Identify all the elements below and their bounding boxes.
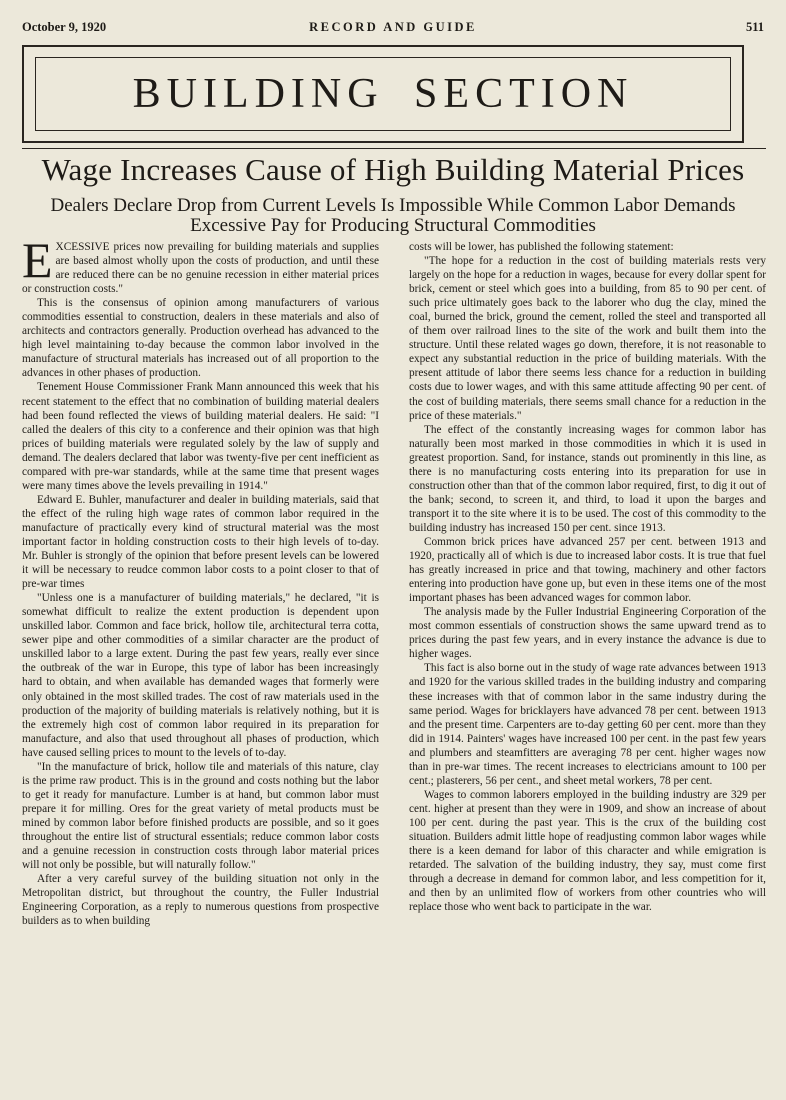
- header-rule-top: [22, 148, 766, 149]
- article-paragraph: Tenement House Commissioner Frank Mann announced this week that his recent statement to the effect that no combination of building material dealers had been found reflected the views of building material dealers. He said: "I called the dealers of this city to a conference and their opinion was that high prices of building materials were regulated solely by the law of supply and demand. The dealers declared that labor was twenty-five per cent inefficient as compared with pre-war standards, while at the same time that present wages were many times above the levels prevailing in 1914.": [22, 381, 379, 492]
- section-title: BUILDING SECTION: [132, 71, 634, 117]
- article-body: [22, 232, 766, 1090]
- article-paragraph: This is the consensus of opinion among manufacturers of various commodities essential to construction, dealers in these materials and also of architects and contractors generally. Production overhead has advanced to the high level maintaining to-day because the common labor involved in the manufacture of structural materials has increased out of all proportion to the advances in other phases of production.: [22, 297, 379, 380]
- page-header: [22, 20, 764, 38]
- page-number: 511: [745, 20, 764, 34]
- left-column: [22, 232, 379, 1090]
- article-paragraph: The effect of the constantly increasing wages for common labor has naturally been most marked in those commodities in which it is used in greatest proportion. Sand, for instance, stands out prominently in this line, as there is no manufacturing costs entering into its preparation for use in construction other than that of the common labor required, first, to dig it out of the bank; second, to screen it, and third, to load it upon the barges and transport it to the site where it is to be used. The cost of this commodity to the building industry has increased 150 per cent. since 1913.: [409, 423, 766, 534]
- article-headline: Wage Increases Cause of High Building Material Prices: [41, 152, 745, 187]
- article-paragraph: Edward E. Buhler, manufacturer and dealer in building materials, said that the effect of the ruling high wage rates of common labor required in the manufacture of practically every kind of structural material was the most important factor in holding construction costs to their high levels of to-day. Mr. Buhler is strongly of the opinion that before present levels can be lowered it will be necessary to reudce common labor costs to a point closer to that of pre-war times: [22, 493, 379, 591]
- journal-title: RECORD AND GUIDE: [309, 20, 477, 34]
- issue-date: October 9, 1920: [22, 20, 107, 34]
- section-banner-inner-frame: [35, 57, 731, 131]
- article-paragraph: This fact is also borne out in the study of wage rate advances between 1913 and 1920 for the various skilled trades in the building industry and comparing these increases with that of common labor in the same industry during the same period. Wages for bricklayers have advanced 78 per cent. between 1913 and the present time. Carpenters are to-day getting 60 per cent. more than they did in 1914. Painters' wages have increased 100 per cent. in the past few years and plumbers and steamfitters are averaging 78 per cent. higher wages now than in pre-war times. The recent increases to electricians amount to 100 per cent.; plasterers, 56 per cent., and sheet metal workers, 78 per cent.: [409, 662, 766, 787]
- right-column: [409, 240, 766, 1090]
- section-banner: [22, 45, 744, 143]
- article-paragraph: [22, 232, 379, 296]
- article-paragraph: After a very careful survey of the building situation not only in the Metropolitan district, but throughout the country, the Fuller Industrial Engineering Corporation, as a reply to numerous questions from prospective builders as to when building: [22, 873, 379, 928]
- article-subheadline: Dealers Declare Drop from Current Levels Is Impossible While Common Labor Demands Excessive Pay for Producing Structural Commodities: [50, 195, 736, 236]
- article-paragraph: Wages to common laborers employed in the building industry are 329 per cent. higher at present than they were in 1909, and show an increase of about 100 per cent. during the past year. This is the crux of the building cost situation. Builders admit little hope of readjusting common labor wages while there is a keen demand for labor of this character and while emigration is retarded. The salvation of the building industry, they say, must come first through a decrease in demand for common labor, and less competition for it, and then by an unlimited flow of workers from other countries who will replace those who went back to participate in the war.: [409, 788, 766, 914]
- article-paragraph: "Unless one is a manufacturer of building materials," he declared, "it is somewhat difficult to realize the extent production is dependent upon unskilled labor. Common and face brick, hollow tile, architectural terra cotta, sewer pipe and other commodities of a similar character are the product of unskilled labor to a large extent. During the past few years, really ever since the outbreak of the war in Europe, this type of labor has been increasingly hard to obtain, and when available has demanded wages that formerly were only obtained in the most skilled trades. The cost of raw materials used in the production of the majority of building materials is relatively nothing, but it is the extremely high cost of common labor required in its preparation for manufacture, and also that used throughout all phases of production, which have caused selling prices to mount to the levels of to-day.: [22, 592, 379, 759]
- article-paragraph-text: XCESSIVE prices now prevailing for building materials and supplies are based almost wholly upon the costs of production, and until these are reduced there can be no genuine recession in either material prices or construction costs.": [22, 241, 379, 296]
- article-paragraph: costs will be lower, has published the following statement:: [409, 241, 674, 253]
- article-paragraph: "The hope for a reduction in the cost of building materials rests very largely on the hope for a reduction in wages, because for every dollar spent for brick, cement or steel which goes into a building, from 85 to 90 per cent. of such price ultimately goes back to the laborer who dug the clay, mined the coal, burned the brick, ground the cement, rolled the steel and transported all of them over railroad lines to the site of the work and built them into the structure. Until these related wages go down, therefore, it is not reasonable to expect any substantial reduction in the price of building materials. With the present attitude of labor there seems less chance for a reduction in building costs due to lower wages, and with this same attitude affecting 90 per cent. of the cost of building materials, there seems small chance for a reduction in the price of these materials.": [409, 255, 766, 422]
- article-paragraph: The analysis made by the Fuller Industrial Engineering Corporation of the most common essentials of construction shows the same upward trend as to prices during the past few years, and in every instance the advance is due to higher wages.: [409, 606, 766, 661]
- article-paragraph: Common brick prices have advanced 257 per cent. between 1913 and 1920, practically all of which is due to increased labor costs. It is true that fuel has greatly increased in price and that towing, machinery and other factors entering into production have gone up, but even in these items one of the most important phases has been advanced wages for common labor.: [409, 535, 766, 605]
- article-paragraph: "In the manufacture of brick, hollow tile and materials of this nature, clay is the prime raw product. This is in the ground and costs nothing but the labor to get it ready for manufacture. Lumber is at hand, but common labor must prepare it for milling. Ores for the great variety of metal products must be mined by common labor before finished products are possible, and so it goes throughout the entire list of structural essentials; reduce common labor costs and a genuine recession in construction costs through labor material prices will not only be possible, but will naturally follow.": [22, 760, 379, 872]
- drop-cap: E: [22, 232, 53, 288]
